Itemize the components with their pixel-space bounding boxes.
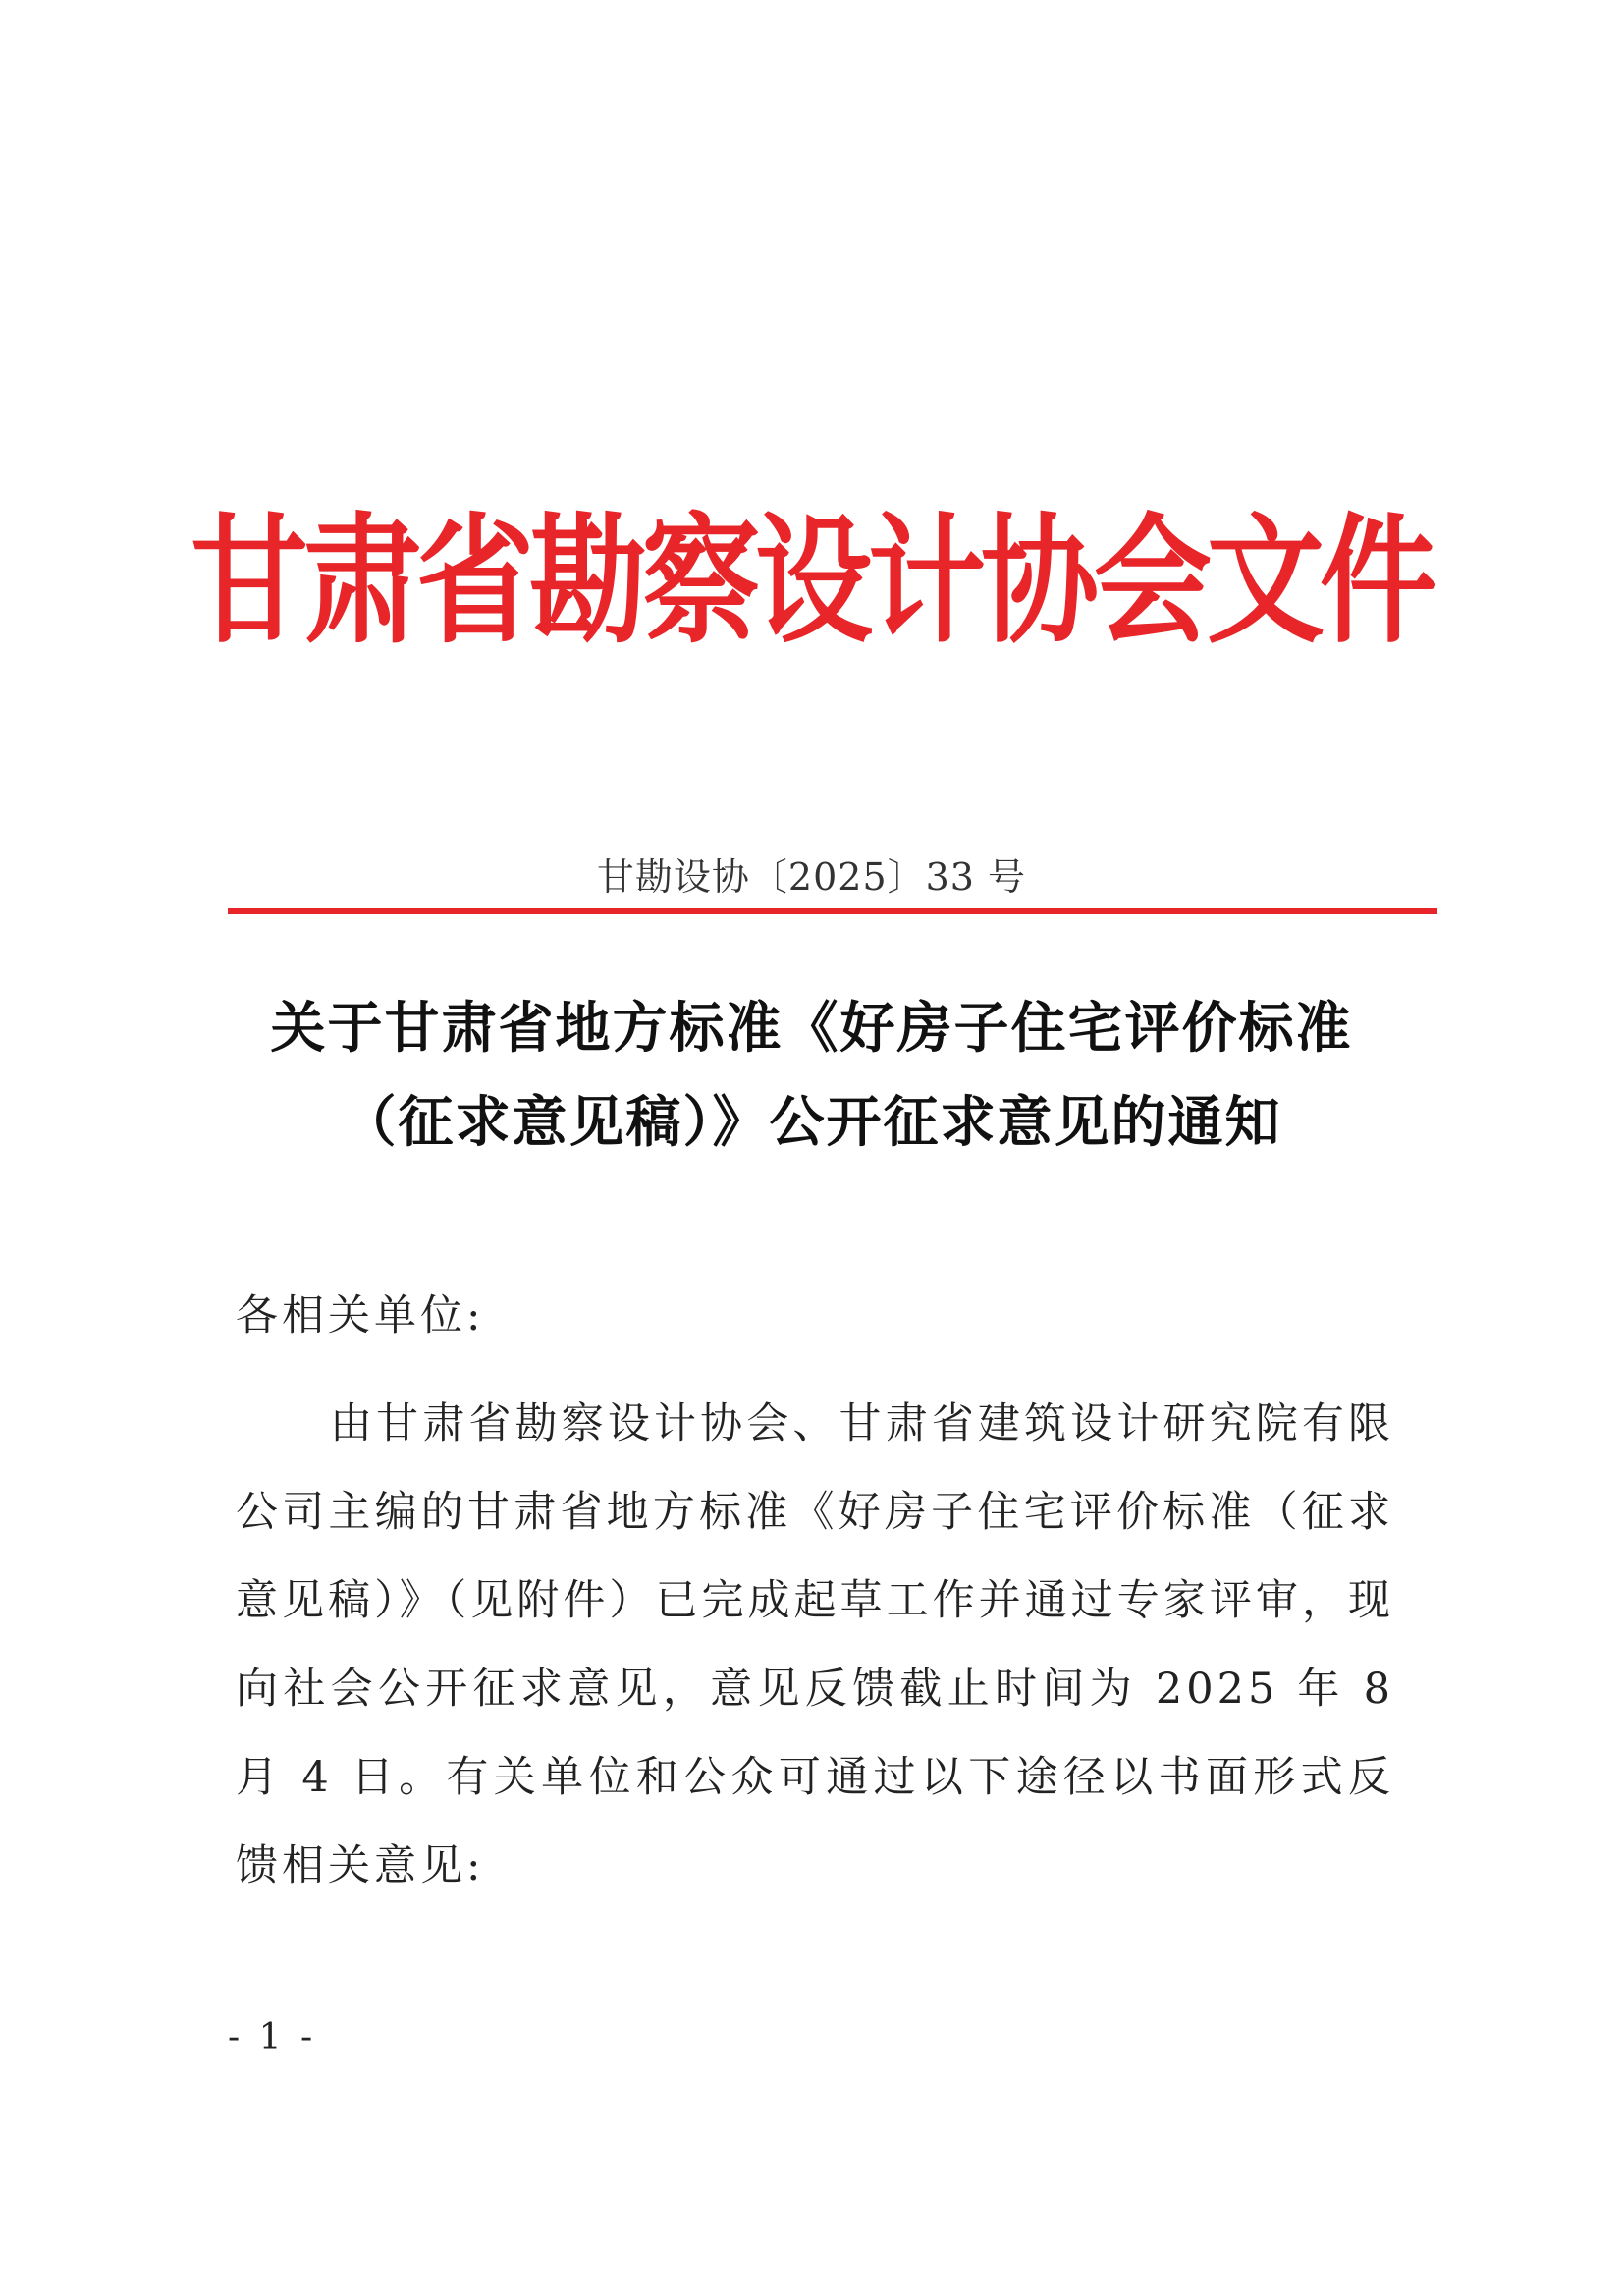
document-number: 甘勘设协〔2025〕33 号	[596, 855, 1027, 899]
notice-title-line-1: 关于甘肃省地方标准《好房子住宅评价标准	[270, 997, 1353, 1061]
body-paragraph: 由甘肃省勘察设计协会、甘肃省建筑设计研究院有限公司主编的甘肃省地方标准《好房子住宅评价标准（征求意见稿）》（见附件）已完成起草工作并通过专家评审，现向社会公开征求意见，意见反馈截止时间为 2025 年 8 月 4 日。有关单位和公众可通过以下途径以书面形式反馈相关意见:	[236, 1399, 1394, 1890]
notice-title-line-2: （征求意见稿）》公开征求意见的通知	[341, 1091, 1282, 1155]
red-separator-line	[228, 908, 1437, 914]
page-number: - 1 -	[228, 2017, 317, 2057]
salutation: 各相关单位:	[236, 1291, 485, 1340]
masthead-title: 甘肃省勘察设计协会文件	[190, 501, 1433, 663]
